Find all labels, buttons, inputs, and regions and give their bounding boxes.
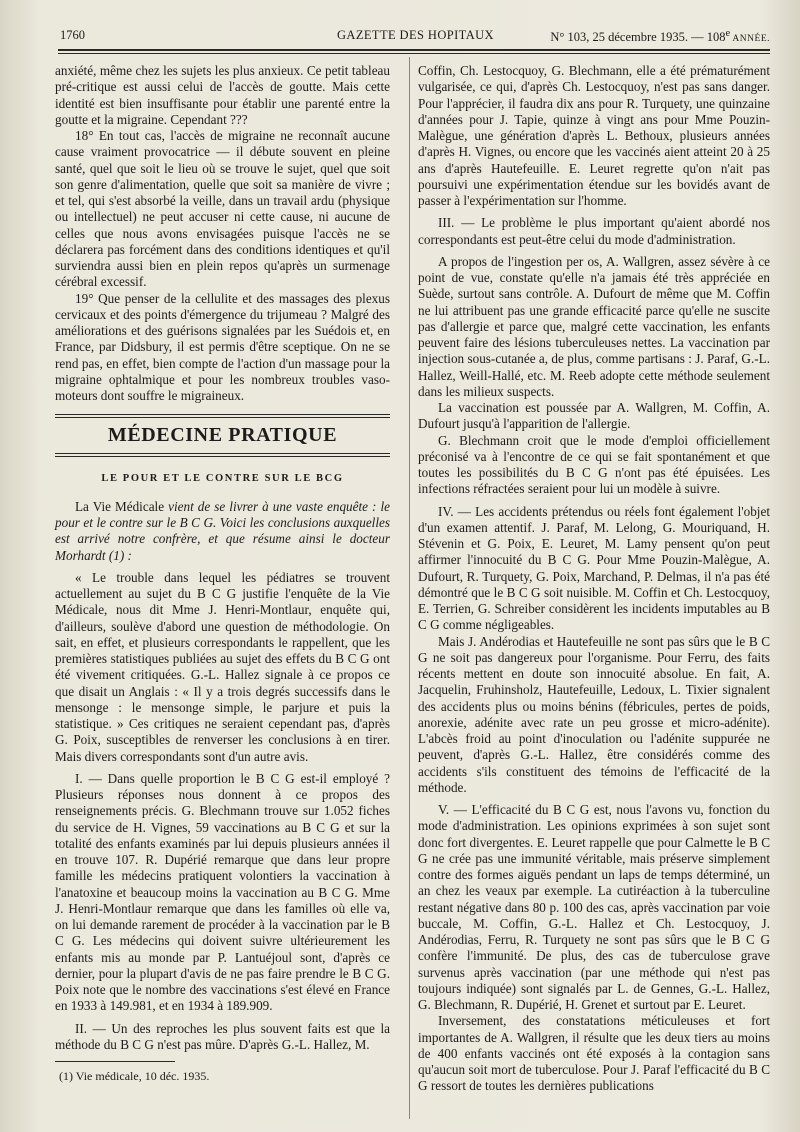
paragraph: IV. — Les accidents prétendus ou réels font également l'objet d'un examen attentif. J. Paraf, M. Lelong, G. Mouriquand, H. Stévenin et G. Poix, E. Leuret, M. Lamy pensent qu'on peut affirmer l'innocuité du B C G. Pour Mme Pouzin-Malègue, A. Dufourt, R. Turquety, G. Poix, Marchand, P. Delmas, il n'a pas été démontré que le B C G soit nuisible. M. Coffin et Ch. Lestocquoy, E. Terrien, G. Schreiber considèrent les incidents imputables au B C G comme négligeables.: [418, 503, 770, 633]
paragraph: 18° En tout cas, l'accès de migraine ne reconnaît aucune cause vraiment provocatrice — il débute souvent en pleine santé, quel que soit le lieu où se trouve le sujet, quel que soit son genre d'alimentation, quelle que soit sa manière de vivre ; et tel, qui s'est absorbé la veille, dans un travail ardu (physique ou intellectuel) ne peut accuser ni cette cause, ni aucune de celles que nous avons envisagées puisque l'accès ne se déclarera pas forcément dans des conditions identiques et qu'il surviendra aussi bien en plein repos qu'après un surmenage cérébral excessif.: [55, 128, 390, 290]
section-rule: [55, 456, 390, 457]
section-title: MÉDECINE PRATIQUE: [107, 424, 338, 447]
paragraph: A propos de l'ingestion per os, A. Wallgren, assez sévère à ce point de vue, constate qu'elle n'a jamais été très appréciée en Suède, surtout sans contrôle. A. Dufourt de même que M. Coffin ne lui attribuent pas une grande efficacité parce qu'elle ne suscite pas d'allergie et parce que, malgré cette vaccination, les enfants peuvent faire des lésions tuberculeuses nettes. La vaccination par injection sous-cutanée a, de plus, comme partisans : J. Paraf, G.-L. Hallez, Weill-Hallé, etc. M. Reeb adopte cette méthode seulement dans les milieux suspects.: [418, 253, 770, 399]
issue-info: N° 103, 25 décembre 1935. — 108e ANNÉE.: [550, 28, 770, 45]
footnote: (1) Vie médicale, 10 déc. 1935.: [59, 1069, 210, 1083]
column-divider: [409, 57, 410, 1119]
left-column: [55, 63, 390, 1084]
paragraph: 19° Que penser de la cellulite et des massages des plexus cervicaux et des points d'émergence du trijumeau ? Malgré des améliorations et des guérisons signalées par les Suédois et, en France, par Didsbury, il est permis d'être sceptique. On ne se rend pas, en effet, bien compte de l'action d'un massage pour la migraine ophtalmique et pour les nombreux troubles vaso-moteurs dont souffre le migraineux.: [55, 290, 390, 403]
article-title: LE POUR ET LE CONTRE SUR LE BCG: [101, 472, 344, 484]
paragraph: Inversement, des constatations méticuleuses et fort importantes de A. Wallgren, il résulte que les deux tiers au moins de 400 enfants vaccinés ont été exposés à la contagion sans qu'aucun soit mort de tuberculose. Pour J. Paraf l'efficacité du B C G ressort de toutes les dernières publications: [418, 1013, 770, 1094]
article-intro: La Vie Médicale vient de se livrer à une vaste enquête : le pour et le contre sur le B C G. Voici les conclusions auxquelles est arrivé notre confrère, et que résume ainsi le docteur Morhardt (1) :: [55, 498, 390, 563]
page-number: 1760: [60, 28, 85, 42]
section-rule: [55, 417, 390, 418]
paragraph: « Le trouble dans lequel les pédiatres se trouvent actuellement au sujet du B C G justifie l'enquête de la Vie Médicale, nous dit Mme J. Henri-Montlaur, enquête qui, d'ailleurs, soulève d'abord une question de méthodologie. On sait, en effet, et plusieurs correspondants le rappellent, que les premières statistiques publiées au sujet des effets du B C G ont été vivement critiquées. G.-L. Hallez signale à ce propos ce que disait un Anglais : « Il y a trois degrés successifs dans le mensonge : le mensonge simple, le parjure et puis la statistique. » Ces critiques ne seraient cependant pas, d'après G. Poix, susceptibles de renverser les conclusions à en tirer. Mais divers correspondants sont d'un autre avis.: [55, 569, 390, 764]
paragraph: G. Blechmann croit que le mode d'emploi officiellement préconisé va à l'encontre de ce qui se fait spontanément et que toutes les possibilités du B C G n'ont pas été épuisées. Les infections réfractées seraient pour lui un modèle à suivre.: [418, 432, 770, 497]
header-rule-thin: [58, 53, 770, 54]
paragraph: La vaccination est poussée par A. Wallgren, M. Coffin, A. Dufourt jusqu'à l'apparition de l'allergie.: [418, 400, 770, 432]
page-header: [60, 28, 770, 50]
section-rule: [55, 453, 390, 454]
right-column: [418, 63, 770, 1095]
journal-title: GAZETTE DES HOPITAUX: [337, 28, 494, 42]
paragraph: V. — L'efficacité du B C G est, nous l'avons vu, fonction du mode d'administration. Les opinions exprimées à son sujet sont donc fort divergentes. E. Leuret rappelle que pour Calmette le B C G ne crée pas une immunité véritable, mais préserve simplement contre des formes aiguës pendant un laps de temps déterminé, un an chez les veaux par exemple. La cutiréaction à la tuberculine restant négative dans 80 p. 100 des cas, après vaccination par voie buccale, M. Coffin, G.-L. Hallez et Ch. Lestocquoy, J. Andérodias, Ferru, R. Turquety ne sont pas sûrs que le B C G confère l'immunité. De plus, des cas de tuberculose grave survenus après vaccination (par une méthode qui n'est pas toujours indiquée) sont signalés par L. de Gennes, G.-L. Hallez, G. Blechmann, R. Dupérié, H. Grenet et surtout par E. Leuret.: [418, 802, 770, 1012]
header-rule: [58, 49, 770, 51]
footnote-rule: [55, 1061, 175, 1062]
paragraph: III. — Le problème le plus important qu'aient abordé nos correspondants est peut-être celui du mode d'administration.: [418, 215, 770, 247]
paragraph: II. — Un des reproches les plus souvent faits est que la méthode du B C G n'est pas mûre. D'après G.-L. Hallez, M.: [55, 1020, 390, 1052]
paragraph: anxiété, même chez les sujets les plus anxieux. Ce petit tableau pré-critique est aussi celui de l'accès de goutte. Mais cette identité est bien insuffisante pour établir une parenté entre la goutte et la migraine. Cependant ???: [55, 63, 390, 127]
paragraph: Coffin, Ch. Lestocquoy, G. Blechmann, elle a été prématurément vulgarisée, ce qui, d'après Ch. Lestocquoy, n'est pas sans danger. Pour l'apprécier, il faudra dix ans pour R. Turquety, une quinzaine d'années pour J. Tapie, quinze à vingt ans pour Mme Pouzin-Malègue, une génération d'après L. Bethoux, plusieurs années d'après H. Vignes, ou encore que les vaccinés aient atteint 20 à 25 ans d'après Hautefeuille. E. Leuret regrette qu'on n'ait pas poursuivi une expérimentation étendue sur les bovidés avant de passer à l'expérimentation sur l'homme.: [418, 63, 770, 208]
section-rule: [55, 414, 390, 415]
paragraph: Mais J. Andérodias et Hautefeuille ne sont pas sûrs que le B C G ne soit pas dangereux pour l'organisme. Pour Ferru, des faits récents mettent en doute son innocuité absolue. En fait, A. Jacquelin, Fruhinsholz, Hautefeuille, Ledoux, L. Tixier signalent des accidents plus ou moins bénins (fébricules, pertes de poids, anorexie, adénite avec rate un peu grosse et micro-adénite). L'abcès froid au point d'inoculation ou l'adénite suppurée ne peuvent, d'après G.-L. Hallez, être considérés comme des accidents s'ils constituent des témoins de l'efficacité de la méthode.: [418, 633, 770, 795]
paragraph: I. — Dans quelle proportion le B C G est-il employé ? Plusieurs réponses nous donnent à ce propos des renseignements précis. G. Blechmann trouve sur 1.052 fiches du service de H. Vignes, 59 vaccinations au B C G et sur la totalité des enfants examinés par lui depuis plusieurs années il en trouve 107. R. Dupérié remarque que dans leur propre famille les médecins pratiquent volontiers la vaccination à l'anatoxine et beaucoup moins la vaccination au B C G. Mme J. Henri-Montlaur remarque que dans les familles où elle va, on lui demande rarement de procéder à la vaccination par le B C G. Les médecins qui doivent suivre ultérieurement les enfants mis au monde par P. Lantuéjoul sont, d'après ce dernier, pour la plupart d'avis de ne pas faire prendre le B C G. Poix note que le nombre des vaccinations s'est élevé en France en 1933 à 149.981, et en 1934 à 189.909.: [55, 770, 390, 1014]
